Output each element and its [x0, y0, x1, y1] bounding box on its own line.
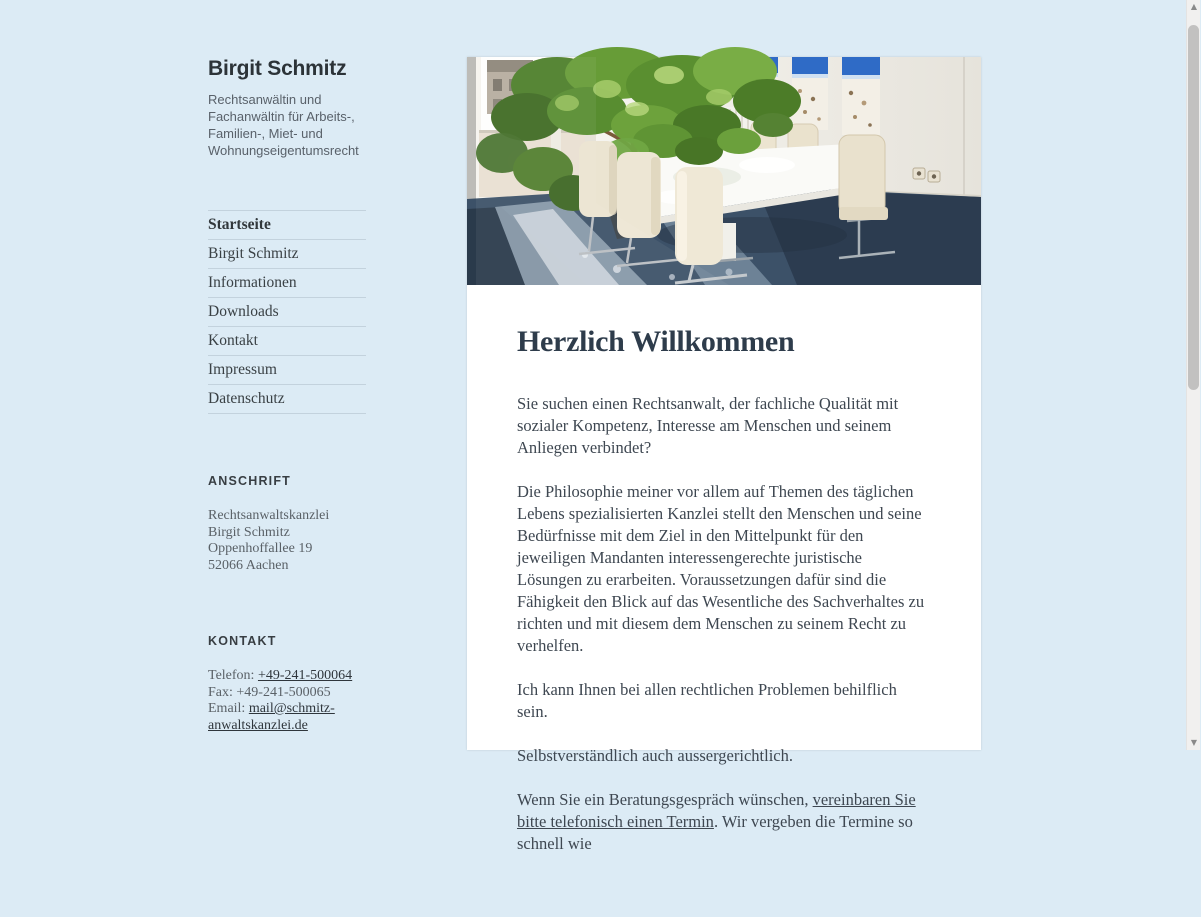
- address-line: Oppenhoffallee 19: [208, 541, 313, 556]
- content-area: [467, 57, 981, 853]
- email-label: Email:: [208, 701, 246, 716]
- termin-link[interactable]: vereinbaren Sie bitte telefonisch einen Termin: [517, 790, 916, 831]
- post-content: [467, 285, 981, 917]
- nav-item-birgit-schmitz[interactable]: Birgit Schmitz: [208, 239, 366, 268]
- email-link[interactable]: mail@schmitz-anwaltskanzlei.de: [208, 701, 335, 733]
- anschrift-address: [208, 508, 366, 574]
- scrollbar-up-icon[interactable]: ▲: [1190, 2, 1198, 11]
- philosophy-paragraph: Die Philosophie meiner vor allem auf Themen des täglichen Lebens spezialisierten Kanzlei stellt den Menschen und seine Bedürfnisse mit dem Ziel in den Mittelpunkt für den jeweiligen Mandanten interessengerechte juristische Lösungen zu erarbeiten. Voraussetzungen dafür sind die Fähigkeit den Blick auf das Wesentliche des Sachverhaltes zu richten und mit diesem dem Menschen zu seinem Recht zu verhelfen.: [517, 482, 925, 655]
- address-line: Birgit Schmitz: [208, 524, 290, 540]
- scrollbar-thumb[interactable]: [1188, 25, 1199, 390]
- nav-item-impressum[interactable]: Impressum: [208, 355, 366, 384]
- nav-item-kontakt[interactable]: Kontakt: [208, 326, 366, 355]
- site-description: Rechtsanwältin und Fachanwältin für Arbeits-, Familien-, Miet- und Wohnungseigentumsrecht: [208, 92, 359, 158]
- scrollbar[interactable]: [1186, 0, 1200, 750]
- telefon-label: Telefon:: [208, 668, 255, 683]
- page-title: Herzlich Willkommen: [517, 325, 795, 358]
- sidebar: [208, 57, 366, 734]
- nav-item-startseite[interactable]: Startseite: [208, 210, 366, 239]
- kontakt-details: [208, 668, 366, 734]
- help-paragraph: Ich kann Ihnen bei allen rechtlichen Problemen behilflich sein.: [517, 680, 897, 721]
- site-title[interactable]: Birgit Schmitz: [208, 57, 347, 80]
- nav-item-informationen[interactable]: Informationen: [208, 268, 366, 297]
- conference-room-illustration: [467, 57, 981, 285]
- address-line: Rechtsanwaltskanzlei: [208, 508, 330, 523]
- court-paragraph: Selbstverständlich auch aussergerichtlich.: [517, 746, 793, 765]
- intro-paragraph: Sie suchen einen Rechtsanwalt, der fachliche Qualität mit sozialer Kompetenz, Interesse am Menschen und seinem Anliegen verbindet?: [517, 394, 899, 457]
- telefon-link[interactable]: +49-241-500064: [257, 668, 353, 683]
- nav-item-datenschutz[interactable]: Datenschutz: [208, 384, 366, 413]
- closing-paragraph: [517, 789, 931, 855]
- anschrift-widget: [208, 474, 366, 574]
- closing-text-after: . Wir vergeben die Termine so schnell wie: [517, 812, 913, 853]
- anschrift-heading: ANSCHRIFT: [208, 474, 292, 488]
- main-navigation: [208, 210, 366, 414]
- fax-label: Fax:: [208, 684, 233, 700]
- featured-image: [467, 57, 981, 285]
- closing-text-before: Wenn Sie ein Beratungsgespräch wünschen,: [517, 790, 813, 809]
- painting-3: [842, 57, 880, 135]
- kontakt-widget: [208, 634, 366, 734]
- kontakt-heading: KONTAKT: [208, 634, 277, 648]
- nav-item-downloads[interactable]: Downloads: [208, 297, 366, 326]
- scrollbar-down-icon[interactable]: ▼: [1190, 738, 1198, 747]
- address-line: 52066 Aachen: [208, 557, 289, 573]
- fax-value: +49-241-500065: [236, 684, 331, 700]
